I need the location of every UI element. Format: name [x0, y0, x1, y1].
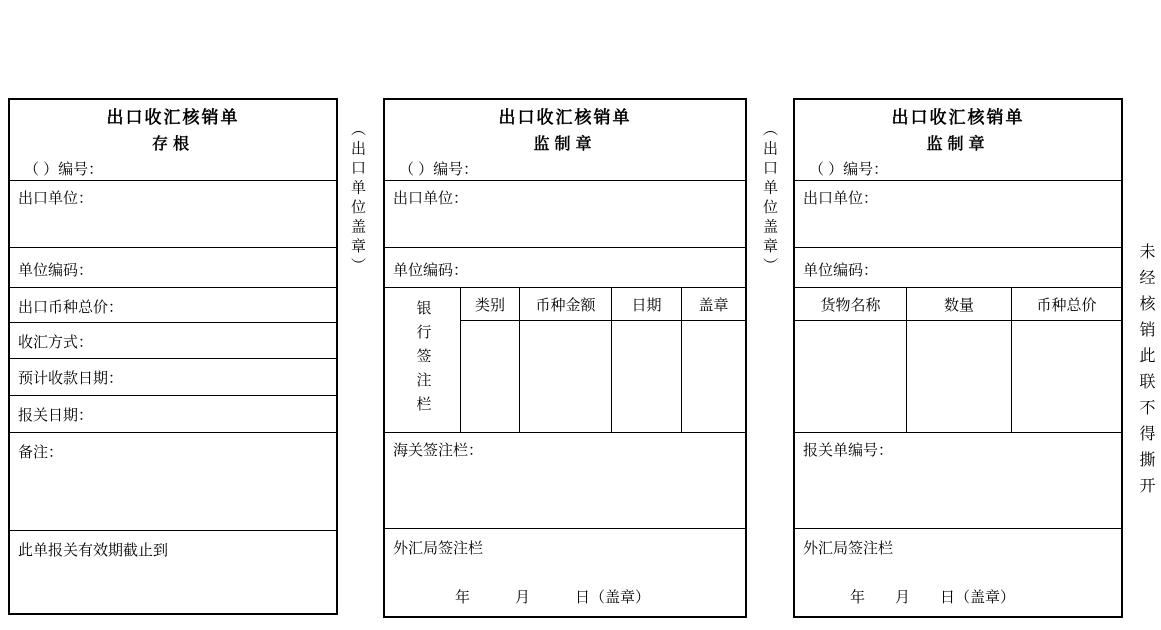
seal-column [682, 288, 745, 432]
goods-name-header: 货物名称 [795, 288, 906, 321]
expected-collection-date-label: 预计收款日期： [18, 370, 124, 387]
goods-table [795, 288, 1121, 433]
goods-panel-header [795, 100, 1121, 181]
date-column [612, 288, 682, 432]
customs-endorsement-field [385, 433, 745, 529]
form-title: 出口收汇核销单 [891, 108, 1025, 127]
goods-name-column [795, 288, 907, 432]
validity-deadline-label: 此单报关有效期截止到 [18, 542, 169, 559]
exporter-field [385, 181, 745, 248]
category-cell [461, 321, 519, 432]
exporter-stamp-vertical-label-right: （出口单位盖章） [761, 121, 778, 277]
goods-name-cell [795, 321, 906, 432]
unit-code-field [795, 248, 1121, 288]
safe-endorsement-label: 外汇局签注栏 [803, 540, 894, 557]
stub-header [10, 100, 336, 181]
seal-header: 盖章 [682, 288, 745, 321]
bank-endorsement-side-cell [385, 288, 461, 432]
declaration-number-field [795, 433, 1121, 529]
serial-number-label: （ ）编号： [399, 161, 479, 178]
bank-endorsement-panel [383, 98, 747, 618]
date-cell [612, 321, 681, 432]
quantity-header: 数量 [907, 288, 1011, 321]
category-header: 类别 [461, 288, 519, 321]
expected-collection-date-field [10, 359, 336, 396]
quantity-column [907, 288, 1012, 432]
currency-total-label: 出口币种总价： [18, 299, 124, 316]
bank-panel-header [385, 100, 745, 181]
validity-deadline-field [10, 531, 336, 613]
unit-code-label: 单位编码： [18, 262, 94, 279]
exporter-stamp-vertical-label-left: （出口单位盖章） [349, 121, 366, 277]
exporter-label: 出口单位： [18, 190, 94, 207]
customs-declaration-date-field [10, 396, 336, 433]
currency-total-column [1012, 288, 1121, 432]
safe-endorsement-field [795, 529, 1121, 616]
date-header: 日期 [612, 288, 681, 321]
goods-panel [793, 98, 1123, 618]
serial-number-label: （ ）编号： [809, 161, 889, 178]
exporter-field [795, 181, 1121, 248]
customs-endorsement-label: 海关签注栏： [393, 442, 484, 459]
exporter-label: 出口单位： [803, 190, 879, 207]
safe-endorsement-label: 外汇局签注栏 [393, 540, 484, 557]
declaration-number-label: 报关单编号： [803, 442, 894, 459]
bank-endorsement-table [385, 288, 745, 433]
date-stamp-line: 年 月 日（盖章） [455, 589, 651, 606]
unit-code-field [10, 248, 336, 288]
safe-endorsement-field [385, 529, 745, 616]
currency-total-field [10, 288, 336, 323]
unit-code-field [385, 248, 745, 288]
tear-warning-vertical-label: 未经核销此联不得撕开 [1137, 243, 1154, 503]
form-title: 出口收汇核销单 [106, 108, 240, 127]
bank-endorsement-label: 银行签注栏 [414, 300, 432, 420]
stub-panel [8, 98, 338, 615]
currency-total-cell [1012, 321, 1121, 432]
customs-declaration-date-label: 报关日期： [18, 407, 94, 424]
category-column [461, 288, 520, 432]
collection-method-label: 收汇方式： [18, 334, 94, 351]
quantity-cell [907, 321, 1011, 432]
serial-number-label: （ ）编号： [24, 161, 104, 178]
currency-amount-header: 币种金额 [520, 288, 611, 321]
currency-amount-column [520, 288, 612, 432]
exporter-field [10, 181, 336, 248]
form-title: 出口收汇核销单 [498, 108, 632, 127]
collection-method-field [10, 323, 336, 359]
currency-amount-cell [520, 321, 611, 432]
copy-subtitle: 存根 [151, 136, 194, 153]
currency-total-header: 币种总价 [1012, 288, 1121, 321]
unit-code-label: 单位编码： [393, 262, 469, 279]
remarks-label: 备注： [18, 444, 64, 461]
supervision-seal-subtitle: 监制章 [533, 136, 597, 153]
exporter-label: 出口单位： [393, 190, 469, 207]
unit-code-label: 单位编码： [803, 262, 879, 279]
seal-cell [682, 321, 745, 432]
date-stamp-line: 年 月 日（盖章） [850, 589, 1016, 606]
supervision-seal-subtitle: 监制章 [926, 136, 990, 153]
remarks-field [10, 433, 336, 531]
